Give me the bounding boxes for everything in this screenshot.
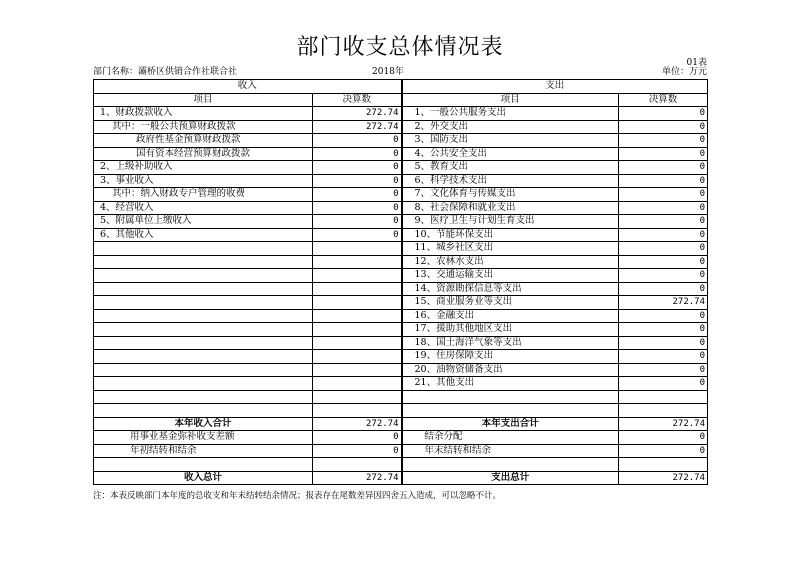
income-item [94,350,313,364]
page-title: 部门收支总体情况表 [296,35,504,60]
table-row [94,215,708,229]
income-amount [313,336,402,350]
income-item [94,390,313,404]
expense-item [402,404,619,418]
table-row [94,120,708,134]
income-amount: 0 [313,188,402,202]
table-row [94,309,708,323]
expense-item: 5、教育支出 [402,161,619,175]
table-row [94,255,708,269]
expense-amount: 0 [619,228,708,242]
expense-amount: 0 [619,269,708,283]
income-amount: 0 [313,134,402,148]
report-year: 2018年 [372,67,404,77]
table-row [94,201,708,215]
table-row [94,228,708,242]
table-row [94,107,708,121]
income-amount [313,377,402,391]
income-item [94,363,313,377]
expense-item: 9、医疗卫生与计划生育支出 [402,215,619,229]
expense-amount: 0 [619,242,708,256]
income-total-label [94,458,313,472]
expense-total-label: 年末结转和结余 [402,444,619,458]
income-amount [313,282,402,296]
table-row [94,350,708,364]
expense-amount: 0 [619,107,708,121]
income-total-label: 收入总计 [94,471,313,485]
income-amount: 0 [313,147,402,161]
expense-amount: 272.74 [619,296,708,310]
expense-amount: 0 [619,323,708,337]
expense-amount: 0 [619,161,708,175]
income-item [94,336,313,350]
table-row [94,377,708,391]
income-amount: 0 [313,215,402,229]
income-total-label: 本年收入合计 [94,417,313,431]
footnote: 注：本表反映部门本年度的总收支和年末结转结余情况；报表存在尾数差异因四舍五入造成，可以忽略不计。 [93,491,502,501]
table-row [94,161,708,175]
income-item [94,269,313,283]
expense-amount: 0 [619,215,708,229]
income-item: 政府性基金预算财政拨款 [94,134,313,148]
table-row [94,323,708,337]
expense-amount-header: 决算数 [619,93,708,107]
expense-item: 7、文化体育与传媒支出 [402,188,619,202]
expense-item: 11、城乡社区支出 [402,242,619,256]
table-row [94,296,708,310]
income-amount: 272.74 [313,120,402,134]
expense-total-amount: 272.74 [619,471,708,485]
income-amount [313,309,402,323]
expense-header: 支出 [402,80,708,94]
expense-item: 19、住房保障支出 [402,350,619,364]
expense-item: 8、社会保障和就业支出 [402,201,619,215]
totals-row [94,444,708,458]
expense-item: 14、资源勘探信息等支出 [402,282,619,296]
expense-amount: 0 [619,363,708,377]
income-item: 6、其他收入 [94,228,313,242]
expense-item [402,390,619,404]
income-item: 5、附属单位上缴收入 [94,215,313,229]
expense-item: 4、公共安全支出 [402,147,619,161]
income-amount [313,390,402,404]
income-amount [313,296,402,310]
expense-item: 2、外交支出 [402,120,619,134]
expense-amount [619,390,708,404]
table-row [94,390,708,404]
totals-row [94,417,708,431]
income-item-header: 项目 [94,93,313,107]
expense-item: 3、国防支出 [402,134,619,148]
income-item: 其中：一般公共预算财政拨款 [94,120,313,134]
expense-amount: 0 [619,336,708,350]
expense-amount: 0 [619,350,708,364]
income-item: 1、财政拨款收入 [94,107,313,121]
expense-item: 15、商业服务业等支出 [402,296,619,310]
income-amount: 0 [313,228,402,242]
table-row [94,269,708,283]
income-amount [313,255,402,269]
income-item [94,323,313,337]
expense-amount [619,404,708,418]
income-item [94,282,313,296]
expense-amount: 0 [619,377,708,391]
expense-amount: 0 [619,134,708,148]
expense-total-amount [619,458,708,472]
table-row [94,363,708,377]
income-amount [313,350,402,364]
expense-item: 10、节能环保支出 [402,228,619,242]
income-amount [313,363,402,377]
income-total-label: 年初结转和结余 [94,444,313,458]
table-row [94,147,708,161]
expense-amount: 0 [619,255,708,269]
expense-total-label: 本年支出合计 [402,417,619,431]
income-amount: 0 [313,161,402,175]
income-amount: 0 [313,174,402,188]
income-total-amount: 0 [313,431,402,445]
table-row [94,336,708,350]
expense-amount: 0 [619,147,708,161]
income-amount: 0 [313,201,402,215]
income-total-label: 用事业基金弥补收支差额 [94,431,313,445]
expense-amount: 0 [619,174,708,188]
expense-item: 6、科学技术支出 [402,174,619,188]
expense-amount: 0 [619,309,708,323]
table-row [94,188,708,202]
income-amount [313,269,402,283]
income-header: 收入 [94,80,402,94]
expense-item: 20、油物资储备支出 [402,363,619,377]
expense-item: 1、一般公共服务支出 [402,107,619,121]
expense-item: 12、农林水支出 [402,255,619,269]
table-code: 01表 [686,58,707,68]
income-item [94,242,313,256]
income-item: 4、经营收入 [94,201,313,215]
income-item [94,377,313,391]
unit-label: 单位：万元 [661,67,707,77]
income-amount [313,242,402,256]
income-item: 国有资本经营预算财政拨款 [94,147,313,161]
expense-total-amount: 272.74 [619,417,708,431]
expense-item-header: 项目 [402,93,619,107]
expense-amount: 0 [619,282,708,296]
table-row [94,134,708,148]
income-item: 2、上级补助收入 [94,161,313,175]
department-name: 部门名称：灞桥区供销合作社联合社 [93,67,238,77]
income-total-amount: 272.74 [313,417,402,431]
expense-item: 13、交通运输支出 [402,269,619,283]
expense-item: 21、其他支出 [402,377,619,391]
expense-total-label: 支出总计 [402,471,619,485]
income-total-amount [313,458,402,472]
table-row [94,404,708,418]
income-item [94,309,313,323]
income-amount: 272.74 [313,107,402,121]
expense-amount: 0 [619,188,708,202]
expense-total-amount: 0 [619,431,708,445]
income-item [94,404,313,418]
expense-item: 18、国土海洋气象等支出 [402,336,619,350]
income-total-amount: 0 [313,444,402,458]
totals-row [94,458,708,472]
expense-amount: 0 [619,201,708,215]
income-amount [313,404,402,418]
expense-item: 17、援助其他地区支出 [402,323,619,337]
income-amount-header: 决算数 [313,93,402,107]
expense-total-label [402,458,619,472]
income-item [94,255,313,269]
income-item: 3、事业收入 [94,174,313,188]
table-row [94,242,708,256]
budget-table [93,79,708,485]
table-row [94,282,708,296]
expense-total-amount: 0 [619,444,708,458]
income-item: 其中：纳入财政专户管理的收费 [94,188,313,202]
income-total-amount: 272.74 [313,471,402,485]
expense-item: 16、金融支出 [402,309,619,323]
income-item [94,296,313,310]
totals-row [94,471,708,485]
totals-row [94,431,708,445]
income-amount [313,323,402,337]
expense-total-label: 结余分配 [402,431,619,445]
expense-amount: 0 [619,120,708,134]
table-row [94,174,708,188]
